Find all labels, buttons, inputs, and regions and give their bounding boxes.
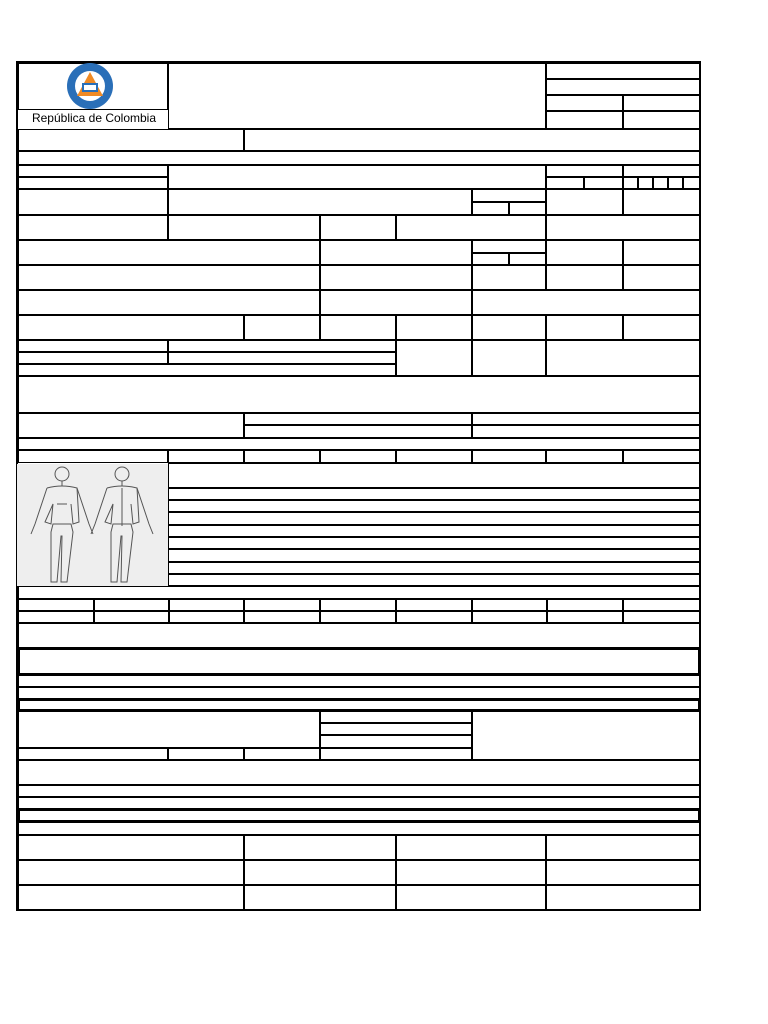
form-cell: [244, 315, 320, 340]
form-cell: [396, 860, 546, 885]
form-cell: [18, 151, 700, 165]
form-cell: [168, 537, 700, 549]
form-cell: [668, 177, 683, 189]
form-cell: [623, 240, 700, 265]
form-cell: [94, 611, 169, 623]
form-cell: [18, 315, 244, 340]
form-cell: [168, 488, 700, 500]
form-cell: [18, 809, 700, 822]
form-cell: [18, 438, 700, 450]
form-cell: [472, 240, 546, 253]
form-cell: [168, 463, 700, 488]
form-cell: [244, 599, 320, 611]
form-cell: [244, 425, 472, 438]
form-cell: [18, 822, 700, 835]
form-cell: [396, 450, 472, 463]
form-cell: [18, 648, 700, 675]
form-cell: [18, 675, 700, 687]
form-cell: [653, 177, 668, 189]
body-diagram: [17, 464, 168, 586]
form-cell: [472, 290, 700, 315]
form-cell: [18, 376, 700, 413]
civil-defense-logo-icon: [58, 62, 122, 110]
form-cell: [244, 413, 472, 425]
form-cell: [244, 611, 320, 623]
form-cell: [168, 352, 396, 364]
form-cell: [320, 611, 396, 623]
form-cell: [18, 215, 168, 240]
form-cell: [168, 189, 472, 215]
form-cell: [623, 611, 700, 623]
form-cell: [623, 111, 700, 129]
form-cell: [623, 177, 638, 189]
form-cell: [546, 315, 623, 340]
form-cell: [244, 885, 396, 910]
form-cell: [623, 95, 700, 111]
form-cell: [168, 63, 546, 129]
form-cell: [546, 860, 700, 885]
form-cell: [472, 450, 546, 463]
form-cell: [472, 189, 546, 202]
form-cell: [472, 340, 546, 376]
form-cell: [18, 189, 168, 215]
form-cell: [169, 599, 244, 611]
form-cell: [168, 525, 700, 537]
form-cell: [168, 165, 546, 189]
form-cell: [472, 315, 546, 340]
form-cell: [472, 711, 700, 760]
form-cell: [547, 599, 623, 611]
form-cell: [547, 611, 623, 623]
form-cell: [472, 611, 547, 623]
form-cell: [546, 95, 623, 111]
form-cell: [320, 723, 472, 735]
form-cell: [18, 760, 700, 785]
form-cell: [244, 129, 700, 151]
form-cell: [320, 265, 472, 290]
form-cell: [320, 215, 396, 240]
form-cell: [396, 315, 472, 340]
form-cell: [168, 340, 396, 352]
form-cell: [169, 611, 244, 623]
form-cell: [623, 450, 700, 463]
form-cell: [18, 340, 168, 352]
form-cell: [320, 748, 472, 760]
form-cell: [546, 215, 700, 240]
form-cell: [244, 450, 320, 463]
form-cell: [18, 797, 700, 809]
form-cell: [168, 748, 244, 760]
form-cell: [18, 885, 244, 910]
form-cell: [18, 165, 168, 177]
form-cell: [546, 835, 700, 860]
form-cell: [320, 711, 472, 723]
form-cell: [623, 265, 700, 290]
form-cell: [320, 240, 472, 265]
form-cell: [244, 835, 396, 860]
form-cell: [168, 450, 244, 463]
form-cell: [546, 63, 700, 79]
form-cell: [168, 500, 700, 512]
form-cell: [396, 599, 472, 611]
form-cell: [546, 885, 700, 910]
form-cell: [18, 364, 396, 376]
form-cell: [472, 599, 547, 611]
form-cell: [168, 549, 700, 562]
form-cell: [546, 165, 623, 177]
form-cell: [623, 189, 700, 215]
form-cell: [18, 129, 244, 151]
form-cell: [546, 177, 584, 189]
form-cell: [168, 562, 700, 574]
form-cell: [18, 265, 320, 290]
form-cell: [623, 599, 700, 611]
form-cell: [509, 253, 546, 265]
form-cell: [18, 785, 700, 797]
form-cell: [320, 450, 396, 463]
form-cell: [18, 860, 244, 885]
form-cell: [546, 79, 700, 95]
form-cell: [18, 450, 168, 463]
human-body-front-icon: [31, 467, 93, 582]
form-cell: [638, 177, 653, 189]
form-cell: [168, 574, 700, 586]
country-label: República de Colombia: [31, 111, 157, 125]
form-cell: [18, 599, 94, 611]
form-cell: [472, 265, 546, 290]
form-cell: [623, 165, 700, 177]
form-cell: [320, 599, 396, 611]
form-cell: [18, 240, 320, 265]
form-cell: [18, 413, 244, 438]
form-cell: [94, 599, 169, 611]
form-cell: [396, 835, 546, 860]
form-cell: [320, 315, 396, 340]
form-cell: [683, 177, 700, 189]
form-cell: [18, 748, 168, 760]
form-cell: [396, 215, 546, 240]
form-cell: [546, 189, 623, 215]
form-cell: [18, 586, 700, 599]
form-cell: [18, 687, 700, 699]
form-cell: [320, 735, 472, 748]
form-cell: [396, 885, 546, 910]
form-cell: [546, 265, 623, 290]
form-cell: [168, 215, 320, 240]
form-cell: [546, 450, 623, 463]
form-cell: [396, 611, 472, 623]
form-cell: [509, 202, 546, 215]
form-cell: [472, 425, 700, 438]
form-cell: [472, 253, 509, 265]
form-cell: [546, 240, 623, 265]
form-cell: [584, 177, 623, 189]
form-cell: [472, 202, 509, 215]
form-cell: [18, 352, 168, 364]
form-cell: [18, 290, 320, 315]
form-cell: [18, 835, 244, 860]
form-cell: [623, 315, 700, 340]
form-cell: [396, 340, 472, 376]
form-cell: [18, 711, 320, 748]
form-cell: [18, 699, 700, 711]
form-cell: [18, 177, 168, 189]
form-cell: [472, 413, 700, 425]
form-cell: [244, 860, 396, 885]
form-cell: [546, 340, 700, 376]
form-cell: [546, 111, 623, 129]
form-cell: [18, 611, 94, 623]
form-cell: [320, 290, 472, 315]
human-body-back-icon: [91, 467, 153, 582]
form-cell: [244, 748, 320, 760]
form-cell: [18, 623, 700, 648]
form-cell: [168, 512, 700, 525]
